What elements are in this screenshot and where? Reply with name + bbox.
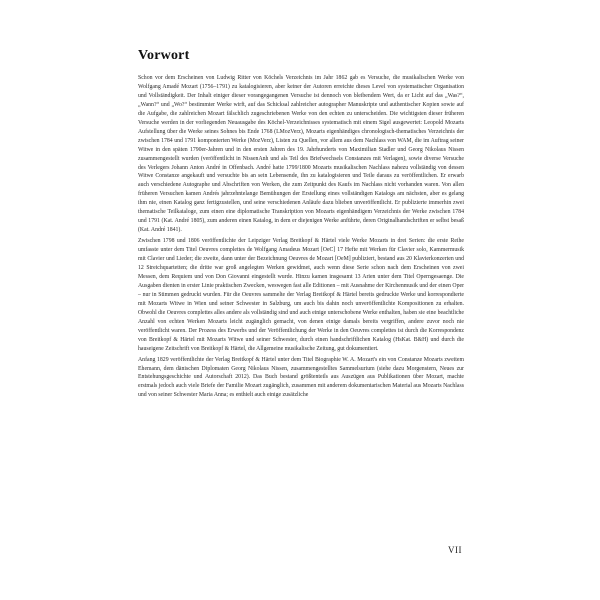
paragraph-3: Anfang 1829 veröffentlichte der Verlag Breitkopf & Härtel unter dem Titel Biographie W. A. Mozart's ein von Constanze Mozarts zweitem Ehemann, dem dänischen Diplomaten Georg Nikolaus Nissen, zusammengestelltes Sammelsurium (siehe dazu Morgenstern, Neues zur Entstehungsgeschichte und Autorschaft 2012). Das Buch bestand größtenteils aus Auszügen aus Publikationen über Mozart, machte erstmals jedoch auch viele Briefe der Familie Mozart zugänglich, zusammen mit anderem dokumentarischen Material aus Mozarts Nachlass und von seiner Schwester Maria Anna; es enthielt auch einige zusätzliche bbox=[138, 356, 464, 399]
page-number: VII bbox=[448, 545, 462, 555]
paragraph-2: Zwischen 1798 und 1806 veröffentlichte der Leipziger Verlag Breitkopf & Härtel viele Werke Mozarts in drei Serien: die erste Reihe umfasste unter dem Titel Oeuvres complettes de Wolfgang Amadeus Mozart [OeC] 17 Hefte mit Werken für Clavier solo, Kammermusik mit Clavier und Lieder; die zweite, dann unter der Bezeichnung Oeuvres de Mozart [OeM] publiziert, bestand aus 20 Klavierkonzerten und 12 Streichquartetten; die dritte war groß angelegten Werken gewidmet, auch wenn diese Serie schon nach dem Erscheinen von zwei Messen, dem Requiem und von Don Giovanni eingestellt wurde. Hinzu kamen insgesamt 13 Arien unter dem Titel Operngesaenge. Die Ausgaben dienten in erster Linie praktischen Zwecken, weswegen fast alle Editionen – mit Ausnahme der Kirchenmusik und der einen Oper – nur in Stimmen gedruckt wurden. Für die Oeuvres sammelte der Verlag Breitkopf & Härtel bereits gedruckte Werke und korrespondierte mit Mozarts Witwe in Wien und seiner Schwester in Salzburg, um auch bis dahin noch unveröffentlichte Kompositionen zu erhalten. Obwohl die Oeuvres complettes alles andere als vollständig sind und auch einige unterschobene Werke enthalten, haben sie eine beachtliche Anzahl von echten Werken Mozarts leicht zugänglich gemacht, von denen einige damals bereits vergriffen, andere zuvor noch nie veröffentlicht waren. Der Prozess des Erwerbs und der Veröffentlichung der Werke in den Oeuvres complettes ist durch die Korrespondenz von Breitkopf & Härtel mit Mozarts Witwe und seiner Schwester, durch einen handschriftlichen Katalog (HsKat. B&H) und durch die hauseigene Zeitschrift von Breitkopf & Härtel, die Allgemeine musikalische Zeitung, gut dokumentiert. bbox=[138, 238, 464, 352]
page-content bbox=[138, 48, 464, 402]
page-heading: Vorwort bbox=[138, 48, 190, 63]
paragraph-1: Schon vor dem Erscheinen von Ludwig Ritter von Köchels Verzeichnis im Jahr 1862 gab es Versuche, die musikalischen Werke von Wolfgang Amadé Mozart (1756–1791) zu katalogisieren, aber keiner der Autoren erreichte dieses Level von systematischer Organisation und Vollständigkeit. Der Inhalt einiger dieser vorangegangenen Versuche ist dennoch von bleibendem Wert, da er Licht auf das „Was?“, „Wann?“ und „Wo?“ bestimmter Werke wirft, auf das Schicksal zahlreicher autographer Manuskripte und authentischer Kopien sowie auf die Aufgabe, die zahlreichen Mozart fälschlich zugeschriebenen Werke von den echten zu unterscheiden. Die wichtigsten dieser früheren Versuche werden in der vorliegenden Neuausgabe des Köchel-Verzeichnisses systematisch mit einem Sigel ausgewertet: Leopold Mozarts Aufstellung über die Werke seines Sohnes bis Ende 1768 (LMozVerz), Mozarts eigenhändiges chronologisch-thematisches Verzeichnis der zwischen 1784 und 1791 komponierten Werke (MozVerz), Listen zu Quellen, vor allem aus dem Nachlass von WAM, die im Auftrag seiner Witwe in den späten 1790er-Jahren und in den ersten Jahren des 19. Jahrhunderts von Maximilian Stadler und Georg Nikolaus Nissen zusammengestellt wurden (veröffentlicht in NissenAnh und als Teil des Briefwechsels Constanzes mit Verlagen), sowie diverse Versuche des Verlegers Johann Anton André in Offenbach. André hatte 1799/1800 Mozarts musikalischen Nachlass nahezu vollständig von dessen Witwe Constanze angekauft und versuchte bis an sein Lebensende, ihn zu katalogisieren und Teile daraus zu veröffentlichen. Er erwarb auch verschiedene Autographe und Abschriften von Werken, die zum Zeitpunkt des Kaufs im Nachlass nicht vorhanden waren. Von allen früheren Versuchen kamen Andrés jahrzehntelange Bemühungen der Erstellung eines vollständigen Katalogs am nächsten, aber es gelang ihm nie, einen Katalog ganz fertigzustellen, und seine verschiedenen Anläufe dazu blieben unveröffentlicht. Er publizierte immerhin zwei thematische Teilkataloge, zum einen eine diplomatische Transkription von Mozarts eigenhändigem Verzeichnis der Werke zwischen 1784 und 1791 (Kat. André 1805), zum anderen einen Katalog, in dem er diejenigen Werke anführte, deren Originalhandschriften er selbst besaß (Kat. André 1841). bbox=[138, 75, 464, 234]
